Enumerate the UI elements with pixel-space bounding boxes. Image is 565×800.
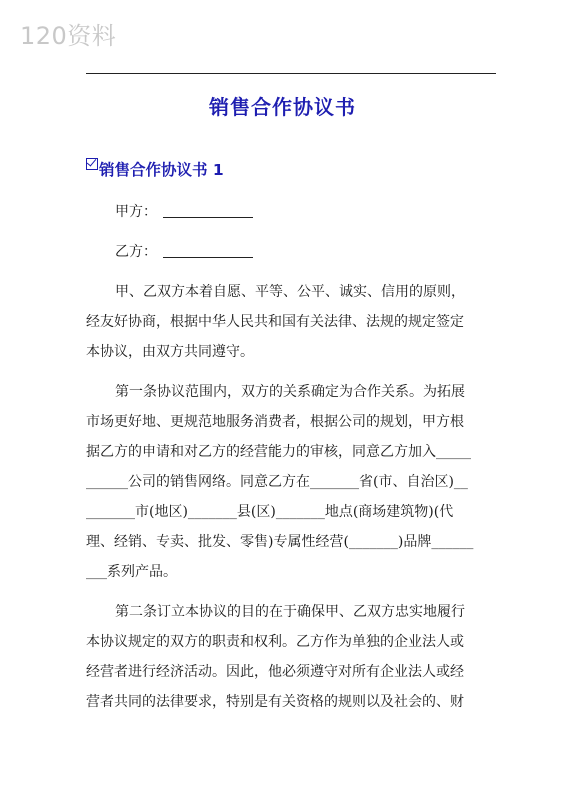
watermark: 120资料: [20, 22, 117, 50]
paragraph-line: 市场更好地、更规范地服务消费者，根据公司的规划，甲方根: [86, 414, 464, 430]
paragraph-intro: [86, 277, 466, 367]
paragraph-line: _______市(地区)_______县(区)_______地点(商场建筑物)(代: [86, 504, 454, 520]
paragraph-line: 经营者进行经济活动。因此，他必须遵守对所有企业法人或经: [86, 664, 464, 680]
party-a-blank: [163, 203, 253, 218]
party-b-blank: [163, 243, 253, 258]
party-a-field: [115, 202, 253, 222]
paragraph-line: ______公司的销售网络。同意乙方在_______省(市、自治区)__: [86, 474, 468, 490]
checkbox-icon: [86, 158, 98, 170]
party-a-label: 甲方：: [115, 204, 157, 220]
document-title: 销售合作协议书: [209, 95, 356, 119]
paragraph-line: 理、经销、专卖、批发、零售)专属性经营(_______)品牌______: [86, 534, 474, 550]
paragraph-line: 本协议，由双方共同遵守。: [86, 344, 254, 360]
paragraph-line: ___系列产品。: [86, 564, 177, 580]
header-rule: [86, 73, 496, 74]
paragraph-line: 经友好协商，根据中华人民共和国有关法律、法规的规定签定: [86, 314, 464, 330]
paragraph-line: 据乙方的申请和对乙方的经营能力的审核，同意乙方加入_____: [86, 444, 471, 460]
paragraph-line: 第二条订立本协议的目的在于确保甲、乙双方忠实地履行: [115, 604, 465, 620]
section-heading-text: 销售合作协议书 1: [99, 161, 224, 179]
paragraph-article-2: [86, 597, 466, 717]
section-heading: [86, 158, 224, 180]
paragraph-line: 甲、乙双方本着自愿、平等、公平、诚实、信用的原则，: [115, 284, 465, 300]
paragraph-article-1: [86, 377, 474, 587]
party-b-label: 乙方：: [115, 244, 157, 260]
paragraph-line: 本协议规定的双方的职责和权利。乙方作为单独的企业法人或: [86, 634, 464, 650]
party-b-field: [115, 242, 253, 262]
paragraph-line: 第一条协议范围内，双方的关系确定为合作关系。为拓展: [115, 384, 465, 400]
paragraph-line: 营者共同的法律要求，特别是有关资格的规则以及社会的、财: [86, 694, 464, 710]
